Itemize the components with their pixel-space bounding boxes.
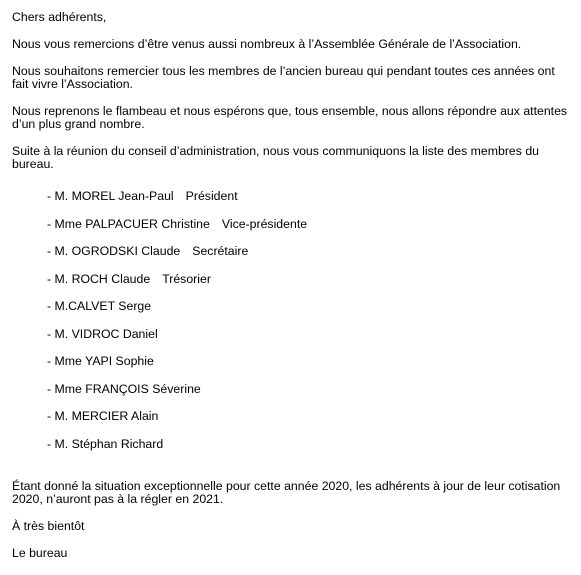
list-item [47,300,547,328]
member-name: - M. ROCH Claude [47,271,151,286]
letter-body [12,11,572,185]
letter-closing [12,480,572,574]
paragraph-membership-fee: Étant donné la situation exceptionnelle pour cette année 2020, les adhérents à jour de leur cotisation 2020, n’auront pas à la régler en 2021. [12,479,561,506]
member-name: - M. Stéphan Richard [47,436,164,451]
member-name: - M. VIDROC Daniel [47,326,158,341]
list-item [47,328,547,356]
list-item [47,438,547,466]
member-name: - M. MOREL Jean-Paul [47,189,174,203]
paragraph-former-board: Nous souhaitons remercier tous les membres de l’ancien bureau qui pendant toutes ces années ont fait vivre l’Association. [12,64,555,91]
paragraph-torch: Nous reprenons le flambeau et nous espérons que, tous ensemble, nous allons répondre aux attentes d’un plus grand nombre. [12,104,568,131]
member-name: - M.CALVET Serge [47,299,152,313]
member-name: - Mme FRANÇOIS Séverine [47,381,201,396]
list-item [47,190,547,218]
member-name: - M. OGRODSKI Claude [47,244,181,258]
paragraph-board-intro: Suite à la réunion du conseil d’administration, nous vous communiquons la liste des membres du bureau. [12,144,540,171]
list-item [47,218,547,246]
member-role: Secrétaire [192,244,249,258]
member-name: - Mme PALPACUER Christine [47,216,210,231]
member-role: Trésorier [162,271,211,286]
member-role: Vice-présidente [221,216,308,231]
list-item [47,273,547,301]
list-item [47,245,547,273]
greeting: Chers adhérents, [12,10,107,24]
list-item [47,383,547,411]
list-item [47,355,547,383]
signature: Le bureau [12,546,68,560]
list-item [47,410,547,438]
member-role: Président [185,189,238,203]
paragraph-thanks: Nous vous remercions d’être venus aussi nombreux à l’Assemblée Générale de l’Association. [12,37,522,51]
member-name: - Mme YAPI Sophie [47,354,154,368]
member-name: - M. MERCIER Alain [47,409,159,423]
farewell: À très bientôt [12,519,85,533]
board-members-list [47,190,547,465]
